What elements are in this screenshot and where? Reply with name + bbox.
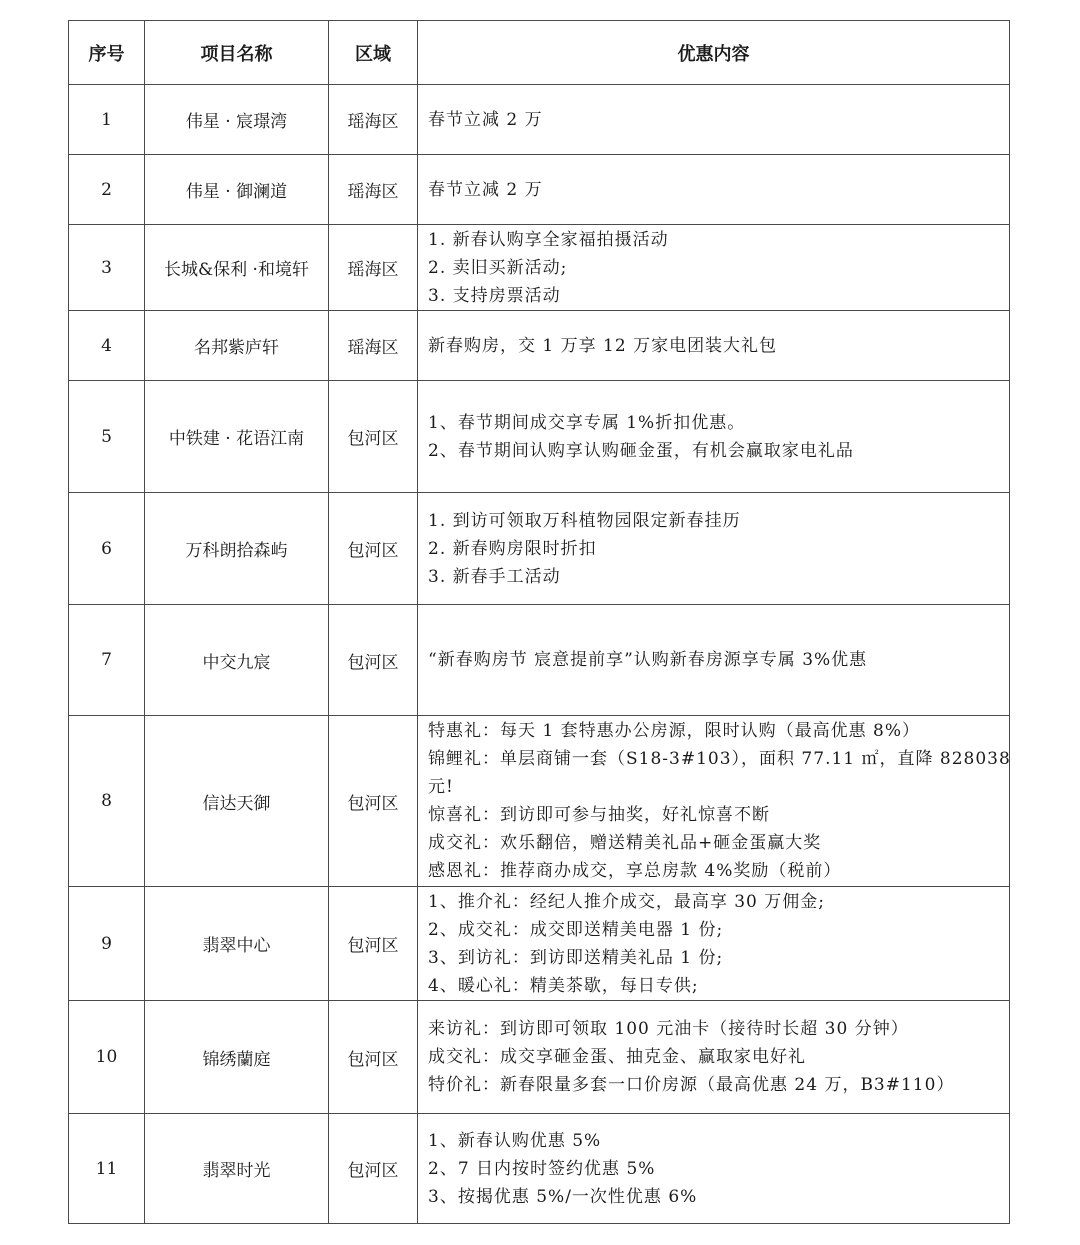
table-row [69,225,1010,311]
promotion-line: 2. 卖旧买新活动; [428,257,568,278]
promotion-content [418,311,1010,381]
district: 包河区 [329,381,418,493]
promotion-line: 特价礼：新春限量多套一口价房源（最高优惠 24 万，B3#110） [428,1075,955,1095]
table-row [69,381,1010,493]
district: 瑶海区 [329,311,418,381]
project-name: 锦绣蘭庭 [145,1001,329,1114]
promotion-line: 新春购房，交 1 万享 12 万家电团装大礼包 [428,335,778,356]
row-number: 4 [69,311,145,381]
promotion-content [418,381,1010,493]
promotion-line: 春节立减 2 万 [428,109,543,130]
promotion-line: 成交礼：成交享砸金蛋、抽克金、赢取家电好礼 [428,1047,806,1067]
table-row [69,605,1010,716]
table-row [69,493,1010,605]
promotion-content [418,1001,1010,1114]
promotion-content [418,85,1010,155]
district: 包河区 [329,1001,418,1114]
promotion-line: 感恩礼：推荐商办成交，享总房款 4%奖励（税前） [428,861,842,881]
table-row [69,1114,1010,1224]
promotion-content [418,493,1010,605]
promotion-line: 春节立减 2 万 [428,179,543,200]
header-project-name: 项目名称 [145,21,329,85]
promotion-line: 成交礼：欢乐翻倍，赠送精美礼品+砸金蛋赢大奖 [428,833,822,853]
row-number: 8 [69,716,145,887]
promotion-line: 1. 新春认购享全家福拍摄活动 [428,229,669,250]
promotion-line: 惊喜礼：到访即可参与抽奖，好礼惊喜不断 [428,805,770,825]
project-name: 伟星 · 御澜道 [145,155,329,225]
row-number: 1 [69,85,145,155]
header-number: 序号 [69,21,145,85]
promotion-line: 2、7 日内按时签约优惠 5% [428,1158,656,1179]
project-name: 名邦紫庐轩 [145,311,329,381]
promotion-line: 1、推介礼：经纪人推介成交，最高享 30 万佣金; [428,891,825,912]
promotion-line: 3. 支持房票活动 [428,285,561,306]
table-row [69,85,1010,155]
promotion-line: 3、按揭优惠 5%/一次性优惠 6% [428,1186,698,1207]
table-body [69,85,1010,1224]
row-number: 5 [69,381,145,493]
district: 瑶海区 [329,85,418,155]
table-row [69,887,1010,1001]
project-name: 中交九宸 [145,605,329,716]
promotion-line: 2、春节期间认购享认购砸金蛋，有机会赢取家电礼品 [428,440,854,461]
district: 瑶海区 [329,225,418,311]
promotion-line: 1、春节期间成交享专属 1%折扣优惠。 [428,412,746,433]
promotion-line: 3. 新春手工活动 [428,566,561,587]
district: 包河区 [329,1114,418,1224]
promotions-table [68,20,1010,1224]
header-promotion-content: 优惠内容 [418,21,1010,85]
project-name: 中铁建 · 花语江南 [145,381,329,493]
promotion-content [418,716,1010,887]
promotion-content [418,225,1010,311]
project-name: 伟星 · 宸璟湾 [145,85,329,155]
district: 瑶海区 [329,155,418,225]
promotion-line: 锦鲤礼：单层商铺一套（S18-3#103），面积 77.11 ㎡，直降 828038 [428,749,1011,769]
row-number: 6 [69,493,145,605]
table-header-row [69,21,1010,85]
promotion-content [418,887,1010,1001]
project-name: 信达天御 [145,716,329,887]
header-district: 区域 [329,21,418,85]
row-number: 2 [69,155,145,225]
row-number: 9 [69,887,145,1001]
district: 包河区 [329,493,418,605]
row-number: 3 [69,225,145,311]
promotion-line: 2、成交礼：成交即送精美电器 1 份; [428,919,724,940]
district: 包河区 [329,887,418,1001]
table-row [69,716,1010,887]
project-name: 长城&保利 ·和境轩 [145,225,329,311]
promotion-line: 1. 到访可领取万科植物园限定新春挂历 [428,510,741,531]
promotion-line: 元! [428,777,454,797]
district: 包河区 [329,605,418,716]
promotion-line: 1、新春认购优惠 5% [428,1130,602,1151]
promotion-content [418,155,1010,225]
row-number: 10 [69,1001,145,1114]
project-name: 翡翠时光 [145,1114,329,1224]
promotion-line: 来访礼：到访即可领取 100 元油卡（接待时长超 30 分钟） [428,1019,909,1039]
project-name: 万科朗拾森屿 [145,493,329,605]
promotion-line: 3、到访礼：到访即送精美礼品 1 份; [428,947,724,968]
table-row [69,311,1010,381]
table-row [69,155,1010,225]
promotion-line: 特惠礼：每天 1 套特惠办公房源，限时认购（最高优惠 8%） [428,721,920,741]
promotion-line: 4、暖心礼：精美茶歇，每日专供; [428,975,699,996]
district: 包河区 [329,716,418,887]
project-name: 翡翠中心 [145,887,329,1001]
promotion-content [418,1114,1010,1224]
promotion-line: 2. 新春购房限时折扣 [428,538,597,559]
row-number: 11 [69,1114,145,1224]
row-number: 7 [69,605,145,716]
promotion-line: “新春购房节 宸意提前享”认购新春房源享专属 3%优惠 [428,650,868,670]
table-row [69,1001,1010,1114]
promotion-content [418,605,1010,716]
